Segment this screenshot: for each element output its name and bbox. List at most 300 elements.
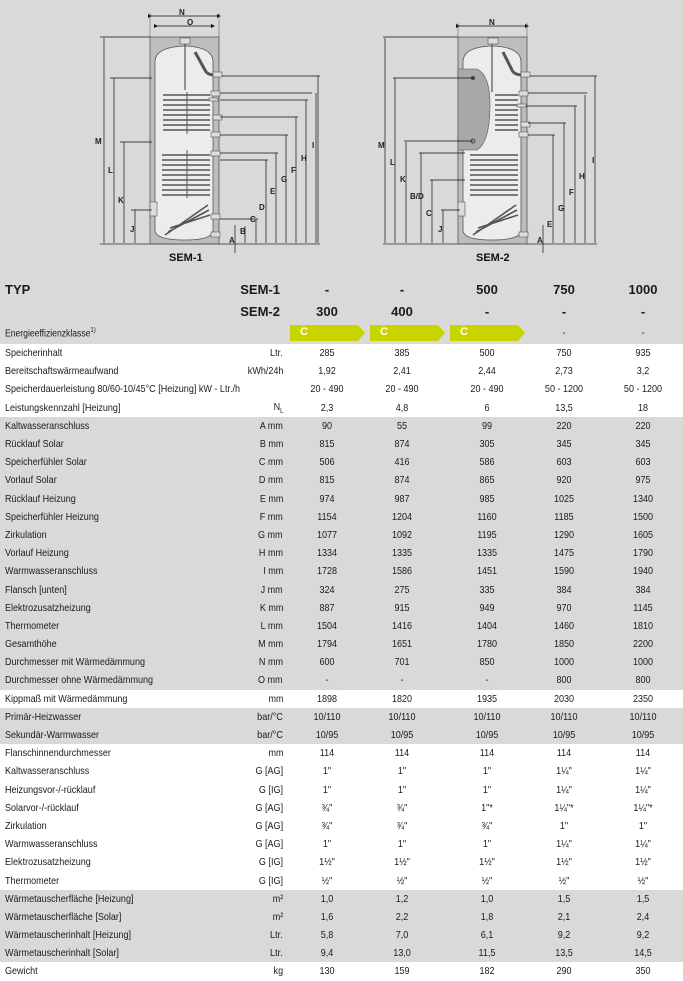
row-value: 2,73 [555,365,573,378]
row-value: ¾" [396,801,408,814]
dim-label-c: C [426,209,432,218]
row-unit [247,365,283,377]
row-unit-text: mm [267,747,283,760]
row-value: 2,44 [478,365,496,378]
row-value: 1,2 [395,892,409,905]
row-value: 1" [397,838,407,851]
row-unit-text: N [273,400,280,413]
row-value: 10/110 [629,710,657,723]
row-value: 1" [322,838,332,851]
row-value: 10/95 [552,729,576,742]
row-value: 915 [394,601,410,614]
row-unit-text: J mm [260,583,283,596]
row-label: Elektrozusatzheizung [5,856,91,869]
row-value: 1500 [632,510,654,523]
row-unit-text: Ltr. [270,947,283,960]
row-unit [258,529,283,541]
row-label: Speicherfühler Solar [5,456,87,469]
row-value: 1,8 [480,910,494,923]
row-value: 987 [394,492,410,505]
row-value: 305 [479,438,495,451]
row-unit-text: K mm [259,601,283,614]
row-value: 13,5 [555,947,573,960]
efficiency-class: C [300,326,308,338]
row-unit [260,511,283,523]
row-value: 350 [635,965,651,978]
row-value: 345 [556,438,572,451]
efficiency-label-text: Energieeffizienzklasse [5,328,91,340]
header-row-sem1 [0,278,683,300]
row-unit [261,584,283,596]
dim-label-i: I [592,156,595,165]
row-value: 1¼" [635,838,651,851]
row-unit [259,784,283,796]
dim-label-g: G [281,175,288,184]
row-unit [270,347,283,359]
row-unit [259,474,283,486]
table-row [0,399,683,417]
row-value: 114 [319,747,335,760]
row-unit [259,875,283,887]
row-unit-text: E mm [259,492,283,505]
row-value: 18 [637,401,649,414]
row-value: ½" [481,874,493,887]
row-value: 974 [319,492,335,505]
row-value: 1092 [391,528,413,541]
row-value: 1586 [391,565,413,578]
row-unit-text: G [IG] [258,856,283,869]
row-label: Leistungskennzahl [Heizung] [5,401,121,414]
row-unit [273,965,283,977]
table-row [0,344,683,362]
row-value: 1605 [632,528,654,541]
row-value: 1898 [316,692,338,705]
efficiency-value: - [641,327,645,339]
technical-drawings [0,0,683,272]
row-label: Gewicht [5,965,38,978]
row-value: 1¼" [635,765,651,778]
row-value: 1185 [554,510,574,523]
row-label: Primär-Heizwasser [5,710,82,723]
row-value: 985 [479,492,495,505]
efficiency-class: C [460,326,468,338]
row-unit [258,674,283,686]
row-label: Vorlauf Solar [5,474,57,487]
row-value: 1" [638,819,648,832]
row-label: Wärmetauscherinhalt [Solar] [5,947,119,960]
table-row [0,908,683,926]
row-unit-text: C mm [258,456,283,469]
row-value: 3,2 [636,365,650,378]
row-unit-text: L mm [260,619,283,632]
row-unit-text: O mm [258,674,283,687]
row-value: 1728 [316,565,338,578]
table-row [0,508,683,526]
row-value: 1000 [632,656,654,669]
row-value: 1475 [553,547,575,560]
dim-label-n: N [179,8,185,17]
row-value: 1¼" [635,783,651,796]
row-label: Elektrozusatzheizung [5,601,91,614]
row-value: 6,1 [480,929,494,942]
row-unit-text: G [IG] [258,874,283,887]
row-value: 1160 [477,510,497,523]
row-value: 1" [482,783,492,796]
row-value: 1½" [479,856,495,869]
table-row [0,453,683,471]
dim-label-i: I [312,141,315,150]
row-value: 865 [479,474,495,487]
row-value: 1¼" [556,765,572,778]
row-value: 4,8 [395,401,409,414]
row-label: Rücklauf Heizung [5,492,76,505]
table-row [0,762,683,780]
row-unit-text: G [IG] [258,783,283,796]
row-value: 114 [556,747,572,760]
row-value: 1810 [632,619,654,632]
row-value: 1,5 [557,892,571,905]
row-value: 2,41 [393,365,411,378]
row-value: 10/110 [388,710,416,723]
dim-label-e: E [270,187,276,196]
row-value: 1" [397,783,407,796]
row-value: 887 [319,601,335,614]
header-value: - [484,303,490,319]
row-value: 2,3 [320,401,334,414]
row-value: 1077 [316,528,338,541]
row-value: 10/110 [473,710,501,723]
header-value: 300 [316,303,338,319]
efficiency-row [0,322,683,344]
row-label: Bereitschaftswärmeaufwand [5,365,119,378]
row-label: Zirkulation [5,819,47,832]
table-row [0,490,683,508]
sem1-drawing [0,0,340,270]
row-label: Wärmetauscherfläche [Solar] [5,910,122,923]
sem1-caption: SEM-1 [169,252,203,264]
table-row [0,617,683,635]
row-value: 1590 [553,565,575,578]
spec-table [0,278,683,981]
row-value: 159 [394,965,410,978]
row-value: 130 [319,965,335,978]
row-unit [261,620,283,632]
row-value: 9,2 [636,929,650,942]
row-unit [268,747,283,759]
dim-label-bd: B/D [410,192,424,201]
table-row [0,544,683,562]
row-value: 10/95 [631,729,655,742]
row-value: 55 [396,419,408,432]
dim-label-m: M [95,137,102,146]
row-unit-text: G [AG] [255,838,283,851]
row-value: 603 [556,456,572,469]
dim-label-f: F [569,188,574,197]
header-value: - [399,281,405,297]
row-unit [272,911,283,923]
row-value: 1404 [476,619,498,632]
row-label: Durchmesser ohne Wärmedämmung [5,674,154,687]
row-value: 949 [479,601,495,614]
row-unit [263,565,283,577]
dim-label-h: H [301,154,307,163]
row-unit [260,420,283,432]
row-value: 220 [556,419,572,432]
table-row [0,417,683,435]
table-row [0,799,683,817]
row-label: Thermometer [5,619,60,632]
dim-label-h: H [579,172,585,181]
row-unit [273,401,283,415]
row-unit-text: mm [267,692,283,705]
row-value: 1504 [316,619,338,632]
dim-label-k: K [400,175,406,184]
row-unit [257,711,283,723]
row-label: Sekundär-Warmwasser [5,729,100,742]
row-value: 1" [322,765,332,778]
row-value: 800 [635,674,651,687]
row-value: 1935 [476,692,498,705]
header-value: 400 [391,303,413,319]
row-value: 701 [394,656,410,669]
row-value: 1340 [632,492,654,505]
row-unit [255,838,283,850]
row-value: 1204 [391,510,413,523]
dim-label-o: O [187,18,194,27]
row-value: 13,5 [555,401,573,414]
row-label: Durchmesser mit Wärmedämmung [5,656,146,669]
row-label: Kippmaß mit Wärmedämmung [5,692,128,705]
row-unit-text: B mm [259,438,283,451]
footnote-marker: 1) [90,326,96,334]
row-label: Warmwasseranschluss [5,565,98,578]
row-unit [272,893,283,905]
row-label: Flansch [unten] [5,583,67,596]
row-value: 970 [556,601,572,614]
row-value: 1,0 [480,892,494,905]
row-value: 220 [635,419,651,432]
row-value: 50 - 1200 [544,383,584,396]
row-value: ½" [637,874,649,887]
row-value: 345 [635,438,651,451]
efficiency-class: C [380,326,388,338]
table-row [0,690,683,708]
row-value: ¾" [321,819,333,832]
row-label: Zirkulation [5,528,47,541]
row-unit-text: kg [273,965,283,978]
row-label: Wärmetauscherinhalt [Heizung] [5,929,131,942]
row-value: 1" [322,783,332,796]
sem2-label: SEM-2 [240,303,280,319]
row-value: 1154 [317,510,337,523]
row-label: Thermometer [5,874,60,887]
row-value: 324 [319,583,335,596]
table-row [0,671,683,689]
row-value: 2,1 [557,910,571,923]
row-value: 10/110 [313,710,341,723]
row-unit-text: G [AG] [255,819,283,832]
row-value: 1290 [553,528,575,541]
row-value: 506 [319,456,335,469]
row-value: 20 - 490 [385,383,419,396]
row-label: Speicherdauerleistung 80/60-10/45°C [Heizung] kW - Ltr./h [5,383,241,396]
sem2-caption: SEM-2 [476,252,510,264]
table-row [0,380,683,398]
row-value: 1¼"* [633,801,653,814]
row-value: 385 [394,347,410,360]
row-unit-text: F mm [259,510,283,523]
row-value: 2,2 [395,910,409,923]
row-unit [259,438,283,450]
row-value: 10/95 [315,729,339,742]
row-value: 1¼"* [554,801,574,814]
row-value: 603 [635,456,651,469]
row-value: 1334 [316,547,338,560]
row-value: 335 [479,583,495,596]
dim-label-j: J [130,225,135,234]
row-unit-text: bar/°C [257,729,283,742]
row-value: 1¼" [556,783,572,796]
row-value: 2,4 [636,910,650,923]
dim-label-a: A [229,236,235,245]
efficiency-badge [450,325,525,341]
dim-label-j: J [438,225,443,234]
row-value: 275 [394,583,410,596]
row-value: 2350 [632,692,654,705]
row-value: 2200 [632,638,654,651]
sem1-label: SEM-1 [240,281,280,297]
row-value: 935 [635,347,651,360]
row-value: 1940 [632,565,654,578]
row-value: 1½" [319,856,335,869]
row-value: 1780 [476,638,498,651]
row-value: 290 [556,965,572,978]
row-value: 6 [484,401,490,414]
row-value: 874 [394,438,410,451]
row-unit [259,602,283,614]
row-unit [268,693,283,705]
row-value: 1145 [633,601,653,614]
table-row [0,853,683,871]
row-unit-text: G [AG] [255,765,283,778]
dim-label-l: L [108,166,113,175]
table-row [0,817,683,835]
row-value: 285 [319,347,335,360]
row-unit [257,729,283,741]
row-unit [270,947,283,959]
row-value: ½" [321,874,333,887]
dim-label-m: M [378,141,385,150]
row-label: Rücklauf Solar [5,438,64,451]
table-row [0,962,683,980]
row-value: 1794 [316,638,338,651]
table-row [0,471,683,489]
row-value: 874 [394,474,410,487]
row-value: 9,4 [320,947,334,960]
row-value: 920 [556,474,572,487]
table-row [0,744,683,762]
row-value: 1,6 [320,910,334,923]
row-unit-text: I mm [262,565,283,578]
row-value: 1,0 [320,892,334,905]
table-row [0,726,683,744]
header-value: - [324,281,330,297]
typ-label: TYP [5,281,31,297]
row-value: ¾" [321,801,333,814]
row-value: 10/110 [550,710,578,723]
dim-label-n: N [489,18,495,27]
row-value: 10/95 [475,729,499,742]
row-label: Wärmetauscherfläche [Heizung] [5,892,134,905]
row-unit [259,456,283,468]
row-unit [259,856,283,868]
row-value: 850 [479,656,495,669]
row-unit-text: kWh/24h [247,365,283,378]
row-unit [270,929,283,941]
table-row [0,526,683,544]
row-value: 815 [319,438,335,451]
row-value: 500 [479,347,495,360]
dim-label-a: A [537,236,543,245]
efficiency-value: - [562,327,566,339]
dim-label-f: F [291,166,296,175]
row-value: 2030 [553,692,575,705]
row-label: Kaltwasseranschluss [5,419,90,432]
row-value: 1850 [553,638,575,651]
row-value: 11,5 [478,947,496,960]
table-row [0,926,683,944]
table-row [0,653,683,671]
header-value: 1000 [628,281,658,297]
table-row [0,871,683,889]
table-row [0,599,683,617]
header-value: 750 [553,281,575,297]
row-value: 50 - 1200 [623,383,663,396]
row-value: 90 [321,419,333,432]
row-value: 13,0 [393,947,411,960]
row-unit-text: D mm [258,474,283,487]
row-value: 384 [556,583,572,596]
row-unit-text: G mm [258,528,283,541]
row-value: 14,5 [634,947,652,960]
header-value: - [561,303,567,319]
dim-label-c: C [250,215,256,224]
row-unit-text: A mm [259,419,283,432]
row-value: 1,5 [636,892,650,905]
row-label: Flanschinnendurchmesser [5,747,111,760]
table-row [0,890,683,908]
row-value: 1651 [391,638,413,651]
row-unit-text: Ltr. [270,347,283,360]
row-value: 1195 [477,528,497,541]
row-value: 1000 [553,656,575,669]
row-value: 1½" [556,856,572,869]
row-value: ¾" [481,819,493,832]
row-value: - [325,674,329,687]
row-value: 1416 [391,619,413,632]
row-unit [259,656,283,668]
row-value: 5,8 [320,929,334,942]
row-value: 1¼" [556,838,572,851]
row-value: 815 [319,474,335,487]
row-value: 1"* [481,801,493,814]
row-value: 384 [635,583,651,596]
row-value: 800 [556,674,572,687]
row-value: 1335 [391,547,413,560]
row-value: 182 [479,965,495,978]
row-value: 975 [635,474,651,487]
row-unit-text: G [AG] [255,801,283,814]
